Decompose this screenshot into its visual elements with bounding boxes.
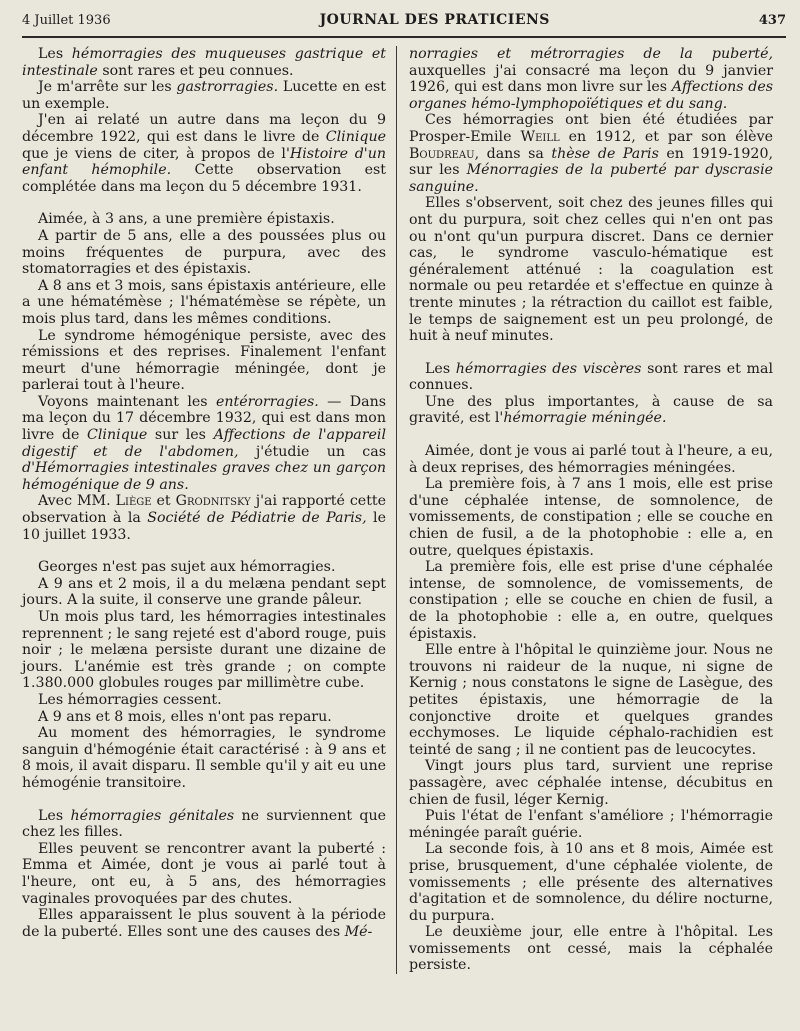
italic-run: entérorragies. [215, 393, 319, 410]
paragraph [409, 841, 773, 924]
italic-run: hémorragies des muqueuses gastrique et intestinale [22, 46, 386, 79]
paragraph-gap [409, 427, 773, 443]
text-run: Elles s'observent, soit chez des jeunes filles qui ont du purpura, soit chez celles qui n'en ont pas ou n'ont qu'un purpura discret. Dans ce dernier cas, le syndrome vasculo-hématique est généralement atténué : la coagulation est normale ou peu retardée et s'effectue en quinze à trente minutes ; la rétraction du caillot est faible, le temps de saignement est un peu prolongé, de huit à neuf minutes. [409, 195, 773, 345]
paragraph [409, 924, 773, 974]
text-run: J'en ai relaté un autre dans ma leçon du 9 décembre 1922, qui est dans le livre de [22, 112, 386, 145]
right-column [396, 46, 773, 974]
paragraph-gap [22, 543, 386, 559]
paragraph [22, 394, 386, 494]
italic-run: thèse de Paris [551, 145, 659, 162]
header-date: 4 Juillet 1936 [22, 13, 111, 28]
text-run: Les hémorragies cessent. [38, 691, 222, 708]
text-run: Elle entre à l'hôpital le quinzième jour. Nous ne trouvons ni raideur de la nuque, ni signe de Kernig ; nous constatons le signe de Lasègue, des petites épistaxis, une hémorragie de la conjonctive droite et quelques grandes ecchymoses. Le liquide céphalo-rachidien est teinté de sang ; il ne contient pas de leucocytes. [409, 642, 773, 758]
text-run: , dans sa [474, 145, 552, 162]
paragraph [409, 443, 773, 476]
italic-run: gastrorragies. [176, 79, 279, 96]
italic-run: hémorragies génitales [70, 807, 235, 824]
text-run: — Dans ma leçon du 17 décembre 1932, qui est dans mon livre de [22, 393, 386, 444]
paragraph [409, 361, 773, 394]
italic-run: Mé- [344, 923, 373, 940]
italic-run: Histoire d'un enfant hémophile. [22, 145, 386, 179]
text-run: Elles apparaissent le plus souvent à la période de la puberté. Elles sont une des causes des [22, 907, 386, 940]
paragraph-gap [409, 345, 773, 361]
text-run: La première fois, elle est prise d'une céphalée intense, de somnolence, de vomissements, de constipation ; elle se couche en chien de fusil, a de la photophobie : elle a, en outre, quelques épistaxis. [409, 559, 773, 642]
text-run: le 10 juillet 1933. [22, 510, 386, 543]
paragraph-gap [22, 792, 386, 808]
text-run: Vingt jours plus tard, survient une reprise passagère, avec céphalée intense, décubitus en chien de fusil, léger Kernig. [409, 758, 773, 808]
paragraph [409, 808, 773, 841]
italic-run: d'Hémorragies intestinales graves chez un garçon hémogénique de 9 ans. [22, 460, 386, 493]
paragraph [22, 609, 386, 692]
text-columns [22, 46, 786, 974]
paragraph [409, 758, 773, 808]
text-run: Voyons maintenant les [38, 393, 216, 410]
text-run: et [151, 493, 176, 510]
text-run: Georges n'est pas sujet aux hémorragies. [38, 559, 336, 576]
journal-title: JOURNAL DES PRATICIENS [319, 12, 550, 28]
paragraph [22, 228, 386, 278]
italic-run: hémorragies des viscères [455, 360, 642, 377]
paragraph [22, 211, 386, 228]
text-run: sont rares et mal connues. [409, 360, 774, 394]
text-run: A 9 ans et 8 mois, elles n'ont pas reparu. [38, 708, 332, 725]
italic-run: Affections des organes hémo-lymphopoïétiques et du sang. [409, 79, 773, 112]
paragraph [22, 725, 386, 791]
paragraph [22, 692, 386, 709]
text-run: A partir de 5 ans, elle a des poussées plus ou moins fréquentes de purpura, avec des stomatorragies et des épistaxis. [22, 227, 386, 278]
paragraph [409, 642, 773, 758]
paragraph [22, 79, 386, 112]
paragraph [409, 46, 773, 112]
left-column [22, 46, 396, 974]
small-caps-name: Liège [115, 493, 152, 510]
paragraph [22, 559, 386, 576]
text-run: en 1912, et par son élève [559, 128, 773, 145]
paragraph [22, 808, 386, 841]
text-run: Lucette en est un exemple. [22, 79, 386, 112]
italic-run: Ménorragies de la puberté par dyscrasie sanguine. [409, 162, 773, 195]
text-run: Les [38, 807, 71, 824]
paragraph [22, 907, 386, 940]
text-run: en 1919-1920, sur les [409, 145, 773, 179]
paragraph [22, 493, 386, 543]
header-rule [22, 36, 786, 38]
small-caps-name: Boudreau [409, 145, 475, 162]
text-run: Ces hémorragies ont bien été étudiées par Prosper-Emile [409, 112, 773, 145]
text-run: Avec MM. [38, 493, 116, 510]
text-run: Le deuxième jour, elle entre à l'hôpital. Les vomissements ont cessé, mais la céphalée persiste. [409, 924, 773, 974]
paragraph [22, 709, 386, 726]
text-run: La première fois, à 7 ans 1 mois, elle est prise d'une céphalée intense, de somnolence, de vomissements, de constipation ; elle se couche en chien de fusil, a de la photophobie : elle a, en outre, quelques épistaxis. [409, 476, 773, 559]
text-run: La seconde fois, à 10 ans et 8 mois, Aimée est prise, brusquement, d'une céphalée violente, de vomissements ; elle présente des alternatives d'agitation et de somnolence, du délire nocturne, du purpura. [409, 841, 773, 924]
page-number: 437 [758, 13, 786, 28]
text-run: Cette observation est complétée dans ma leçon du 5 décembre 1931. [22, 162, 386, 195]
paragraph [22, 46, 386, 79]
text-run: auxquelles j'ai consacré ma leçon du 9 janvier 1926, qui est dans mon livre sur les [409, 62, 773, 96]
italic-run: norragies et métrorragies de la puberté, [409, 46, 773, 62]
paragraph [22, 278, 386, 328]
text-run: ne surviennent que chez les filles. [22, 807, 387, 841]
italic-run: hémorragie méningée. [503, 410, 667, 427]
paragraph [409, 394, 773, 427]
paragraph [22, 112, 386, 195]
paragraph-gap [22, 195, 386, 211]
text-run: sont rares et peu connues. [97, 62, 294, 79]
italic-run: Clinique [325, 128, 386, 145]
text-run: j'étudie un cas [238, 443, 386, 460]
small-caps-name: Grodnitsky [175, 493, 251, 510]
paragraph [409, 112, 773, 195]
text-run: A 8 ans et 3 mois, sans épistaxis antérieure, elle a une hématémèse ; l'hématémèse se répète, un mois plus tard, dans les mêmes conditions. [22, 277, 386, 327]
text-run: sur les [147, 427, 214, 444]
paragraph [22, 841, 386, 907]
paragraph [22, 328, 386, 394]
text-run: Les [425, 360, 456, 377]
paragraph [22, 576, 386, 609]
italic-run: Clinique [87, 427, 148, 444]
paragraph [409, 195, 773, 344]
text-run: Aimée, à 3 ans, a une première épistaxis. [38, 211, 335, 228]
text-run: Puis l'état de l'enfant s'améliore ; l'hémorragie méningée paraît guérie. [409, 808, 773, 841]
text-run: Je m'arrête sur les [38, 79, 177, 96]
text-run: Le syndrome hémogénique persiste, avec des rémissions et des reprises. Finalement l'enfant meurt d'une hémorragie méningée, dont je parlerai tout à l'heure. [22, 327, 386, 394]
small-caps-name: Weill [520, 128, 560, 145]
text-run: j'ai rapporté cette observation à la [22, 493, 386, 527]
paragraph [409, 476, 773, 559]
text-run: Les [38, 46, 72, 62]
italic-run: Société de Pédiatrie de Paris, [147, 510, 367, 527]
text-run: Une des plus importantes, à cause de sa gravité, est l' [409, 393, 773, 427]
text-run: Un mois plus tard, les hémorragies intestinales reprennent ; le sang rejeté est d'abord rouge, puis noir ; le melæna persiste durant une dizaine de jours. L'anémie est très grande ; on compte 1.380.000 globules rouges par millimètre cube. [22, 609, 386, 692]
text-run: A 9 ans et 2 mois, il a du melæna pendant sept jours. A la suite, il conserve une grande pâleur. [22, 575, 386, 609]
paragraph [409, 559, 773, 642]
text-run: Aimée, dont je vous ai parlé tout à l'heure, a eu, à deux reprises, des hémorragies méningées. [409, 443, 773, 476]
italic-run: Affections de l'appareil digestif et de l'abdomen, [22, 427, 386, 460]
text-run: Elles peuvent se rencontrer avant la puberté : Emma et Aimée, dont je vous ai parlé tout à l'heure, ont eu, à 5 ans, des hémorragies vaginales provoquées par des chutes. [22, 840, 386, 907]
page-header [22, 12, 786, 34]
text-run: Au moment des hémorragies, le syndrome sanguin d'hémogénie était caractérisé : à 9 ans et 8 mois, il avait disparu. Il semble qu'il y ait eu une hémogénie transitoire. [22, 725, 386, 791]
text-run: que je viens de citer, à propos de l' [22, 145, 290, 162]
